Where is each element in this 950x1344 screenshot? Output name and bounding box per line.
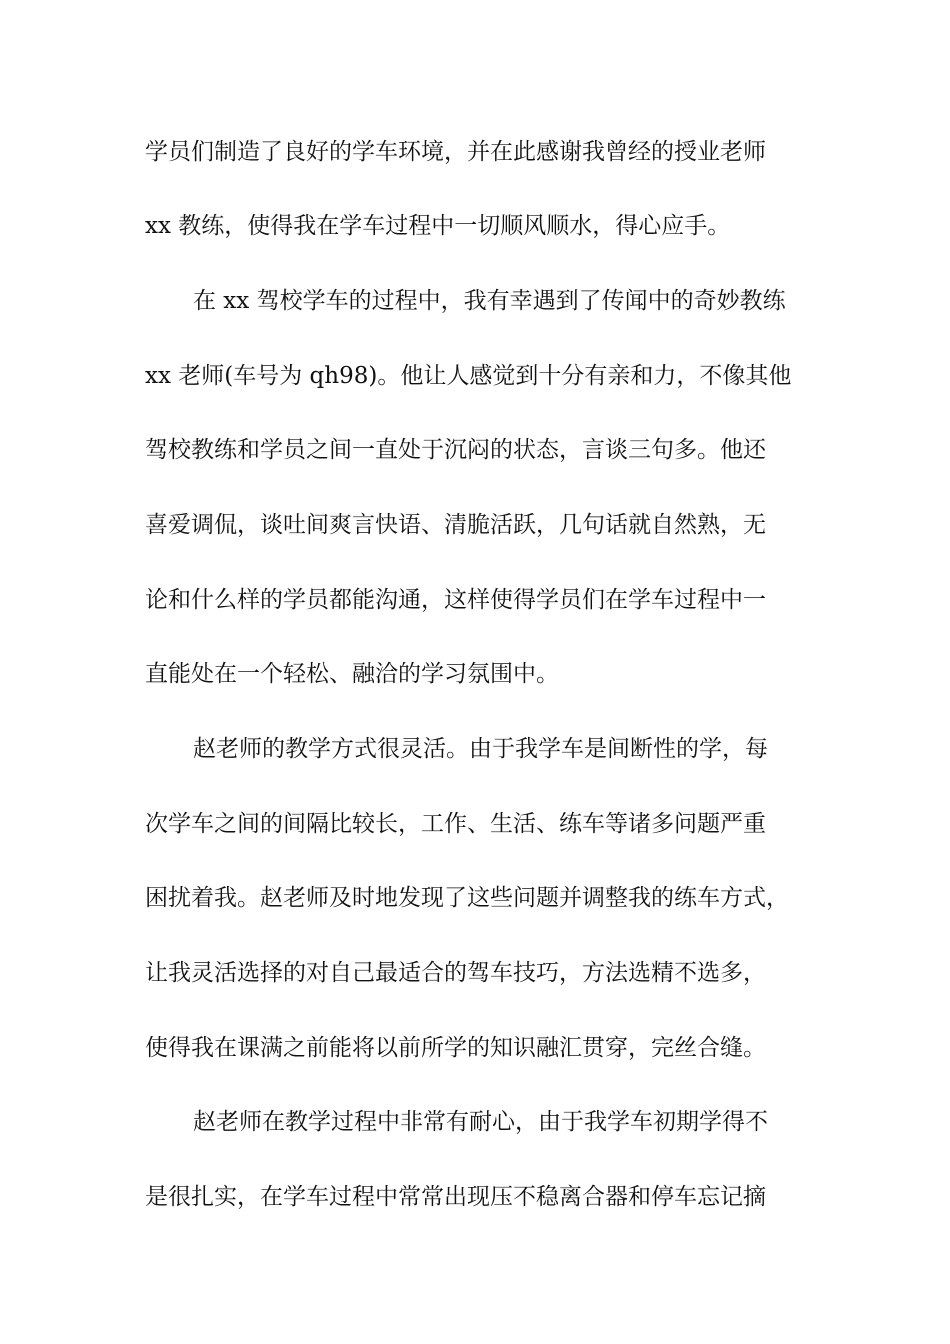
paragraph-start-line: 赵老师的教学方式很灵活。由于我学车是间断性的学，每	[193, 736, 768, 762]
text-line: 让我灵活选择的对自己最适合的驾车技巧，方法选精不选多，	[145, 960, 766, 986]
text-line: 次学车之间的间隔比较长，工作、生活、练车等诸多问题严重	[145, 811, 766, 837]
paragraph-start-line: 赵老师在教学过程中非常有耐心，由于我学车初期学得不	[193, 1109, 768, 1135]
text-line: xx 老师(车号为 qh98)。他让人感觉到十分有亲和力，不像其他	[145, 363, 792, 389]
text-line: 驾校教练和学员之间一直处于沉闷的状态，言谈三句多。他还	[145, 437, 766, 463]
text-line: 论和什么样的学员都能沟通，这样使得学员们在学车过程中一	[145, 587, 766, 613]
text-line: 喜爱调侃，谈吐间爽言快语、清脆活跃，几句话就自然熟，无	[145, 512, 766, 538]
text-line: 是很扎实，在学车过程中常常出现压不稳离合器和停车忘记摘	[145, 1184, 766, 1210]
text-line: xx 教练，使得我在学车过程中一切顺风顺水，得心应手。	[145, 213, 731, 239]
text-line: 学员们制造了良好的学车环境，并在此感谢我曾经的授业老师	[145, 139, 766, 165]
text-line: 使得我在课满之前能将以前所学的知识融汇贯穿，完丝合缝。	[145, 1035, 766, 1061]
text-line: 困扰着我。赵老师及时地发现了这些问题并调整我的练车方式，	[145, 885, 789, 911]
text-line: 直能处在一个轻松、融洽的学习氛围中。	[145, 661, 559, 687]
paragraph-start-line: 在 xx 驾校学车的过程中，我有幸遇到了传闻中的奇妙教练	[193, 288, 786, 314]
